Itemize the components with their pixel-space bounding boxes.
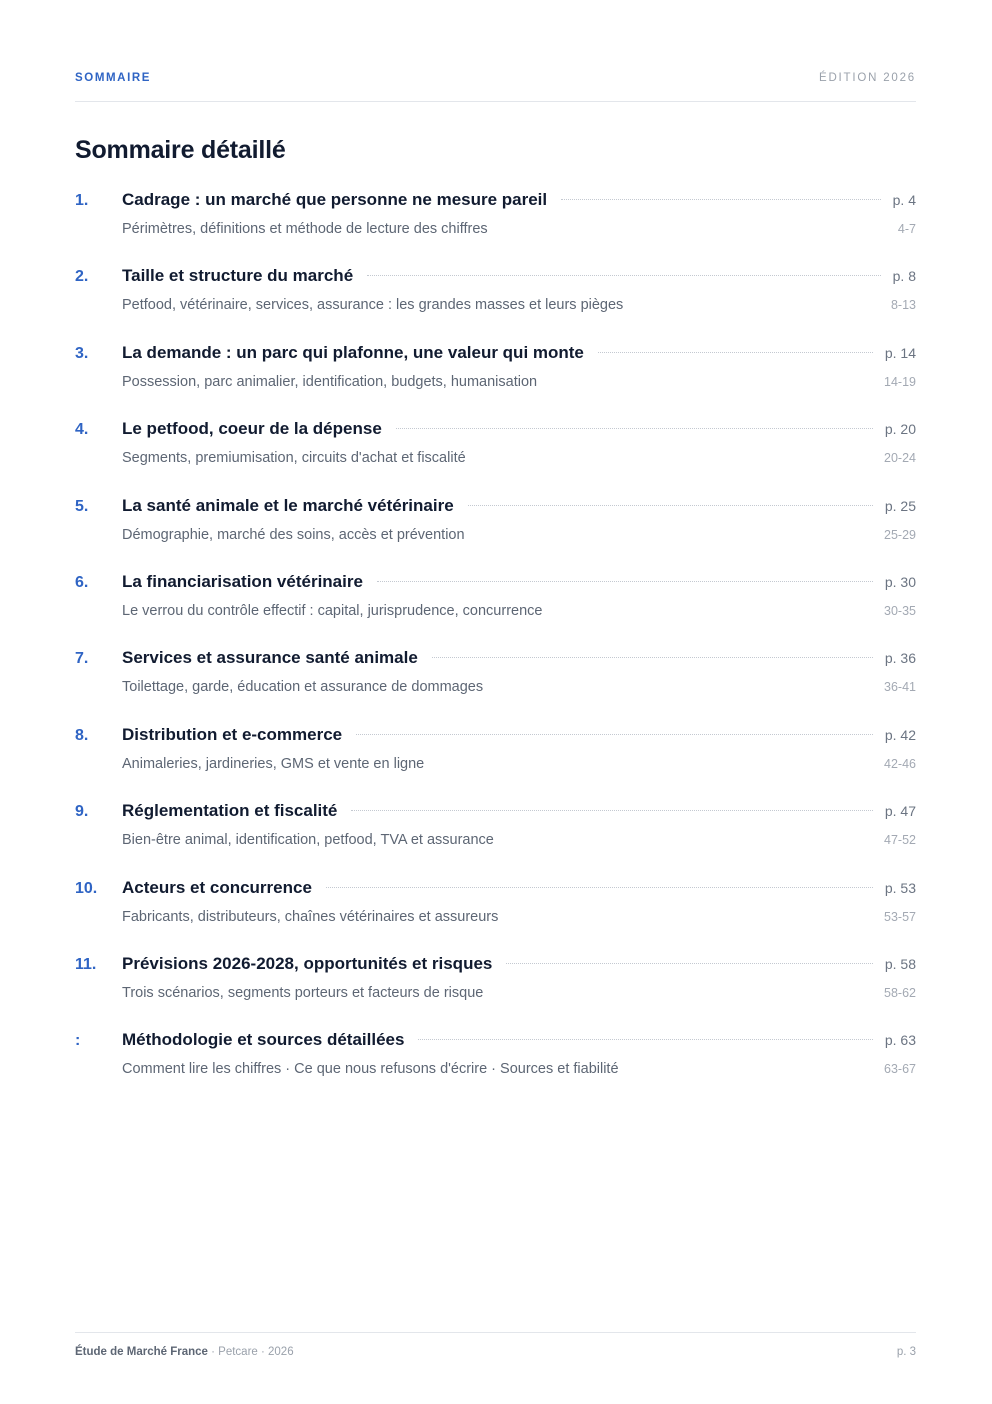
toc-subtitle: Le verrou du contrôle effectif : capital, jurisprudence, concurrence	[122, 602, 543, 619]
toc-page-range: 63-67	[884, 1062, 916, 1077]
toc-page: p. 8	[892, 268, 916, 285]
toc-number: 5.	[75, 497, 89, 515]
toc-entry[interactable]	[75, 1030, 916, 1106]
toc-number: 2.	[75, 268, 89, 286]
toc-subtitle: Possession, parc animalier, identification, budgets, humanisation	[122, 373, 538, 390]
toc-entry[interactable]	[75, 954, 916, 1030]
footer-brand: Étude de Marché France	[75, 1346, 208, 1358]
toc-page: p. 47	[884, 803, 916, 820]
toc-page: p. 42	[884, 726, 916, 743]
toc-page-range: 20-24	[884, 451, 916, 466]
page-title: Sommaire détaillé	[75, 136, 286, 164]
toc-title-link[interactable]: Cadrage : un marché que personne ne mesure pareil	[122, 190, 548, 209]
toc-page-range: 25-29	[884, 527, 916, 542]
toc-page-range: 58-62	[884, 985, 916, 1000]
toc-entry[interactable]	[75, 572, 916, 648]
toc-entry[interactable]	[75, 343, 916, 419]
dot-leader	[561, 198, 881, 200]
toc-page-range: 53-57	[884, 909, 916, 924]
toc-page: p. 30	[884, 573, 916, 590]
toc-subtitle: Animaleries, jardineries, GMS et vente en ligne	[122, 755, 425, 772]
toc-page: p. 4	[892, 192, 916, 208]
toc-page: p. 25	[884, 497, 916, 514]
page-footer	[75, 1332, 916, 1358]
dot-leader	[418, 1038, 872, 1040]
toc-entry[interactable]	[75, 648, 916, 724]
footer-meta: · Petcare · 2026	[207, 1346, 294, 1358]
toc-page-range: 47-52	[884, 833, 916, 848]
toc-entry[interactable]	[75, 801, 916, 877]
toc-page-range: 30-35	[884, 603, 916, 618]
toc-page: p. 36	[884, 650, 916, 667]
toc-page-range: 42-46	[884, 756, 916, 771]
toc-page-range: 4-7	[897, 222, 916, 236]
toc-number: 1.	[75, 192, 89, 209]
toc-entry[interactable]	[75, 496, 916, 572]
toc-number: 4.	[75, 421, 89, 439]
toc-title-link[interactable]: La santé animale et le marché vétérinaire	[122, 495, 454, 515]
toc-title-link[interactable]: Distribution et e-commerce	[122, 724, 343, 744]
toc-subtitle: Toilettage, garde, éducation et assurance de dommages	[122, 679, 484, 696]
toc-subtitle: Petfood, vétérinaire, services, assurance : les grandes masses et leurs pièges	[122, 297, 624, 314]
toc-title-link[interactable]: Méthodologie et sources détaillées	[122, 1030, 405, 1050]
toc-number: 9.	[75, 803, 89, 821]
toc-number: 10.	[75, 879, 98, 897]
toc-page: p. 58	[884, 955, 916, 972]
toc-entry[interactable]	[75, 419, 916, 495]
toc-page: p. 14	[884, 344, 916, 361]
toc-entry[interactable]	[75, 190, 916, 266]
toc-title-link[interactable]: Le petfood, coeur de la dépense	[122, 419, 382, 439]
toc-subtitle: Bien-être animal, identification, petfood, TVA et assurance	[122, 832, 494, 849]
toc-subtitle: Démographie, marché des soins, accès et prévention	[122, 526, 465, 543]
toc-entry[interactable]	[75, 878, 916, 954]
table-of-contents	[75, 190, 916, 1107]
dot-leader	[356, 733, 873, 735]
dot-leader	[598, 351, 873, 353]
dot-leader	[377, 580, 873, 582]
toc-number: 6.	[75, 573, 89, 591]
toc-title-link[interactable]: Services et assurance santé animale	[122, 648, 418, 668]
section-label: SOMMAIRE	[75, 72, 152, 84]
toc-page: p. 53	[884, 879, 916, 896]
toc-title-link[interactable]: Prévisions 2026-2028, opportunités et risques	[122, 953, 493, 973]
toc-entry[interactable]	[75, 266, 916, 342]
toc-subtitle: Segments, premiumisation, circuits d'achat et fiscalité	[122, 450, 466, 467]
toc-page: p. 63	[884, 1032, 916, 1049]
dot-leader	[396, 427, 873, 429]
dot-leader	[468, 504, 873, 506]
toc-subtitle: Comment lire les chiffres · Ce que nous refusons d'écrire · Sources et fiabilité	[122, 1061, 619, 1078]
edition-label: ÉDITION 2026	[818, 72, 916, 84]
toc-title-link[interactable]: La demande : un parc qui plafonne, une valeur qui monte	[122, 342, 584, 362]
footer-credit	[75, 1346, 294, 1358]
dot-leader	[351, 809, 872, 811]
toc-subtitle: Trois scénarios, segments porteurs et facteurs de risque	[122, 984, 484, 1001]
page-header	[75, 70, 916, 102]
dot-leader	[432, 656, 873, 658]
toc-page-range: 36-41	[884, 680, 916, 695]
toc-page-range: 14-19	[884, 374, 916, 389]
toc-subtitle: Périmètres, définitions et méthode de lecture des chiffres	[122, 221, 488, 237]
toc-number: 3.	[75, 344, 89, 362]
toc-title-link[interactable]: Acteurs et concurrence	[122, 877, 312, 897]
toc-number: 7.	[75, 650, 89, 668]
toc-number: 11.	[75, 955, 97, 973]
toc-page-range: 8-13	[890, 298, 916, 313]
toc-entry[interactable]	[75, 725, 916, 801]
dot-leader	[326, 886, 873, 888]
toc-number: :	[75, 1032, 81, 1050]
toc-title-link[interactable]: Taille et structure du marché	[122, 266, 354, 286]
toc-title-link[interactable]: Réglementation et fiscalité	[122, 801, 338, 821]
footer-page-number: p. 3	[896, 1346, 916, 1358]
toc-title-link[interactable]: La financiarisation vétérinaire	[122, 571, 363, 591]
toc-number: 8.	[75, 726, 89, 744]
toc-page: p. 20	[884, 421, 916, 438]
toc-subtitle: Fabricants, distributeurs, chaînes vétérinaires et assureurs	[122, 908, 499, 925]
dot-leader	[367, 274, 880, 276]
dot-leader	[506, 962, 872, 964]
